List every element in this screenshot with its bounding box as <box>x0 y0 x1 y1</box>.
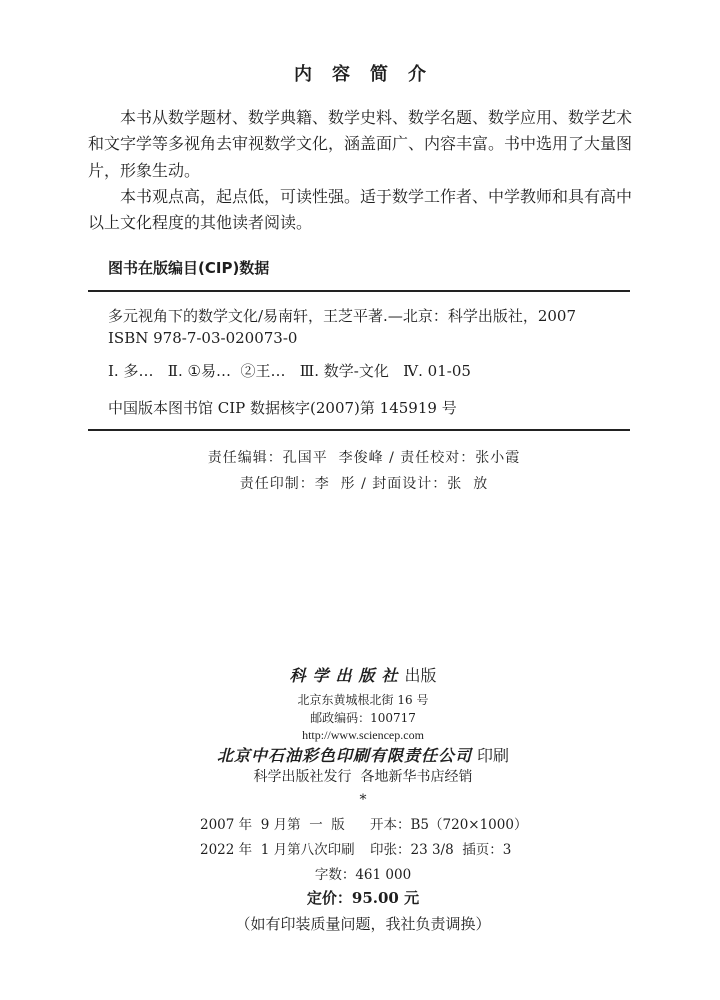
publisher-postcode: 邮政编码：100717 <box>310 711 416 725</box>
credits-editors: 责任编辑：孔国平 李俊峰 / 责任校对：张小霞 <box>207 450 521 466</box>
printer-action: 印刷 <box>477 746 510 765</box>
publisher-address: 北京东黄城根北街 16 号 <box>297 693 429 707</box>
printer-name: 北京中石油彩色印刷有限责任公司 <box>216 746 472 765</box>
distribution-line: 科学出版社发行 各地新华书店经销 <box>253 769 473 785</box>
cip-subject-line: Ⅰ. 多… Ⅱ. ①易… ②王… Ⅲ. 数学-文化 Ⅳ. 01-05 <box>108 362 471 380</box>
quality-note: （如有印装质量问题，我社负责调换） <box>235 915 491 933</box>
divider-top <box>88 290 630 292</box>
credits-production: 责任印制：李 彤 / 封面设计：张 放 <box>239 476 489 492</box>
cip-title-line: 多元视角下的数学文化/易南轩，王芝平著.—北京：科学出版社，2007 <box>108 307 576 325</box>
price: 定价：95.00 元 <box>306 889 420 907</box>
format-info: 开本：B5（720×1000） <box>370 817 528 833</box>
cip-isbn-line: ISBN 978-7-03-020073-0 <box>108 329 298 347</box>
intro-paragraph: 本书从数学题材、数学典籍、数学史料、数学名题、数学应用、数学艺术和文字学等多视角去审视数学文化，涵盖面广、内容丰富。书中选用了大量图片，形象生动。 <box>88 108 633 180</box>
intro-paragraph: 本书观点高，起点低，可读性强。适于数学工作者、中学教师和具有高中以上文化程度的其他读者阅读。 <box>88 186 633 233</box>
edition-row <box>200 815 527 835</box>
printing-row <box>200 840 511 860</box>
cip-record-line: 中国版本图书馆 CIP 数据核字(2007)第 145919 号 <box>108 399 457 417</box>
word-count: 字数：461 000 <box>314 867 412 883</box>
intro-body <box>88 105 632 236</box>
publisher-line <box>0 664 720 688</box>
separator-star: * <box>359 792 367 808</box>
divider-bottom <box>88 429 630 431</box>
intro-title: 内容简介 <box>294 64 446 85</box>
cip-heading: 图书在版编目(CIP)数据 <box>108 259 270 277</box>
printing-info: 2022 年 1 月第八次印刷 <box>200 842 355 858</box>
publisher-name: 科学出版社 <box>289 666 405 685</box>
publisher-action: 出版 <box>404 666 437 685</box>
edition-info: 2007 年 9 月第 一 版 <box>200 817 345 833</box>
publisher-url: http://www.sciencep.com <box>302 728 424 742</box>
printer-line <box>0 745 720 767</box>
sheets-info: 印张：23 3/8 插页：3 <box>370 842 512 858</box>
